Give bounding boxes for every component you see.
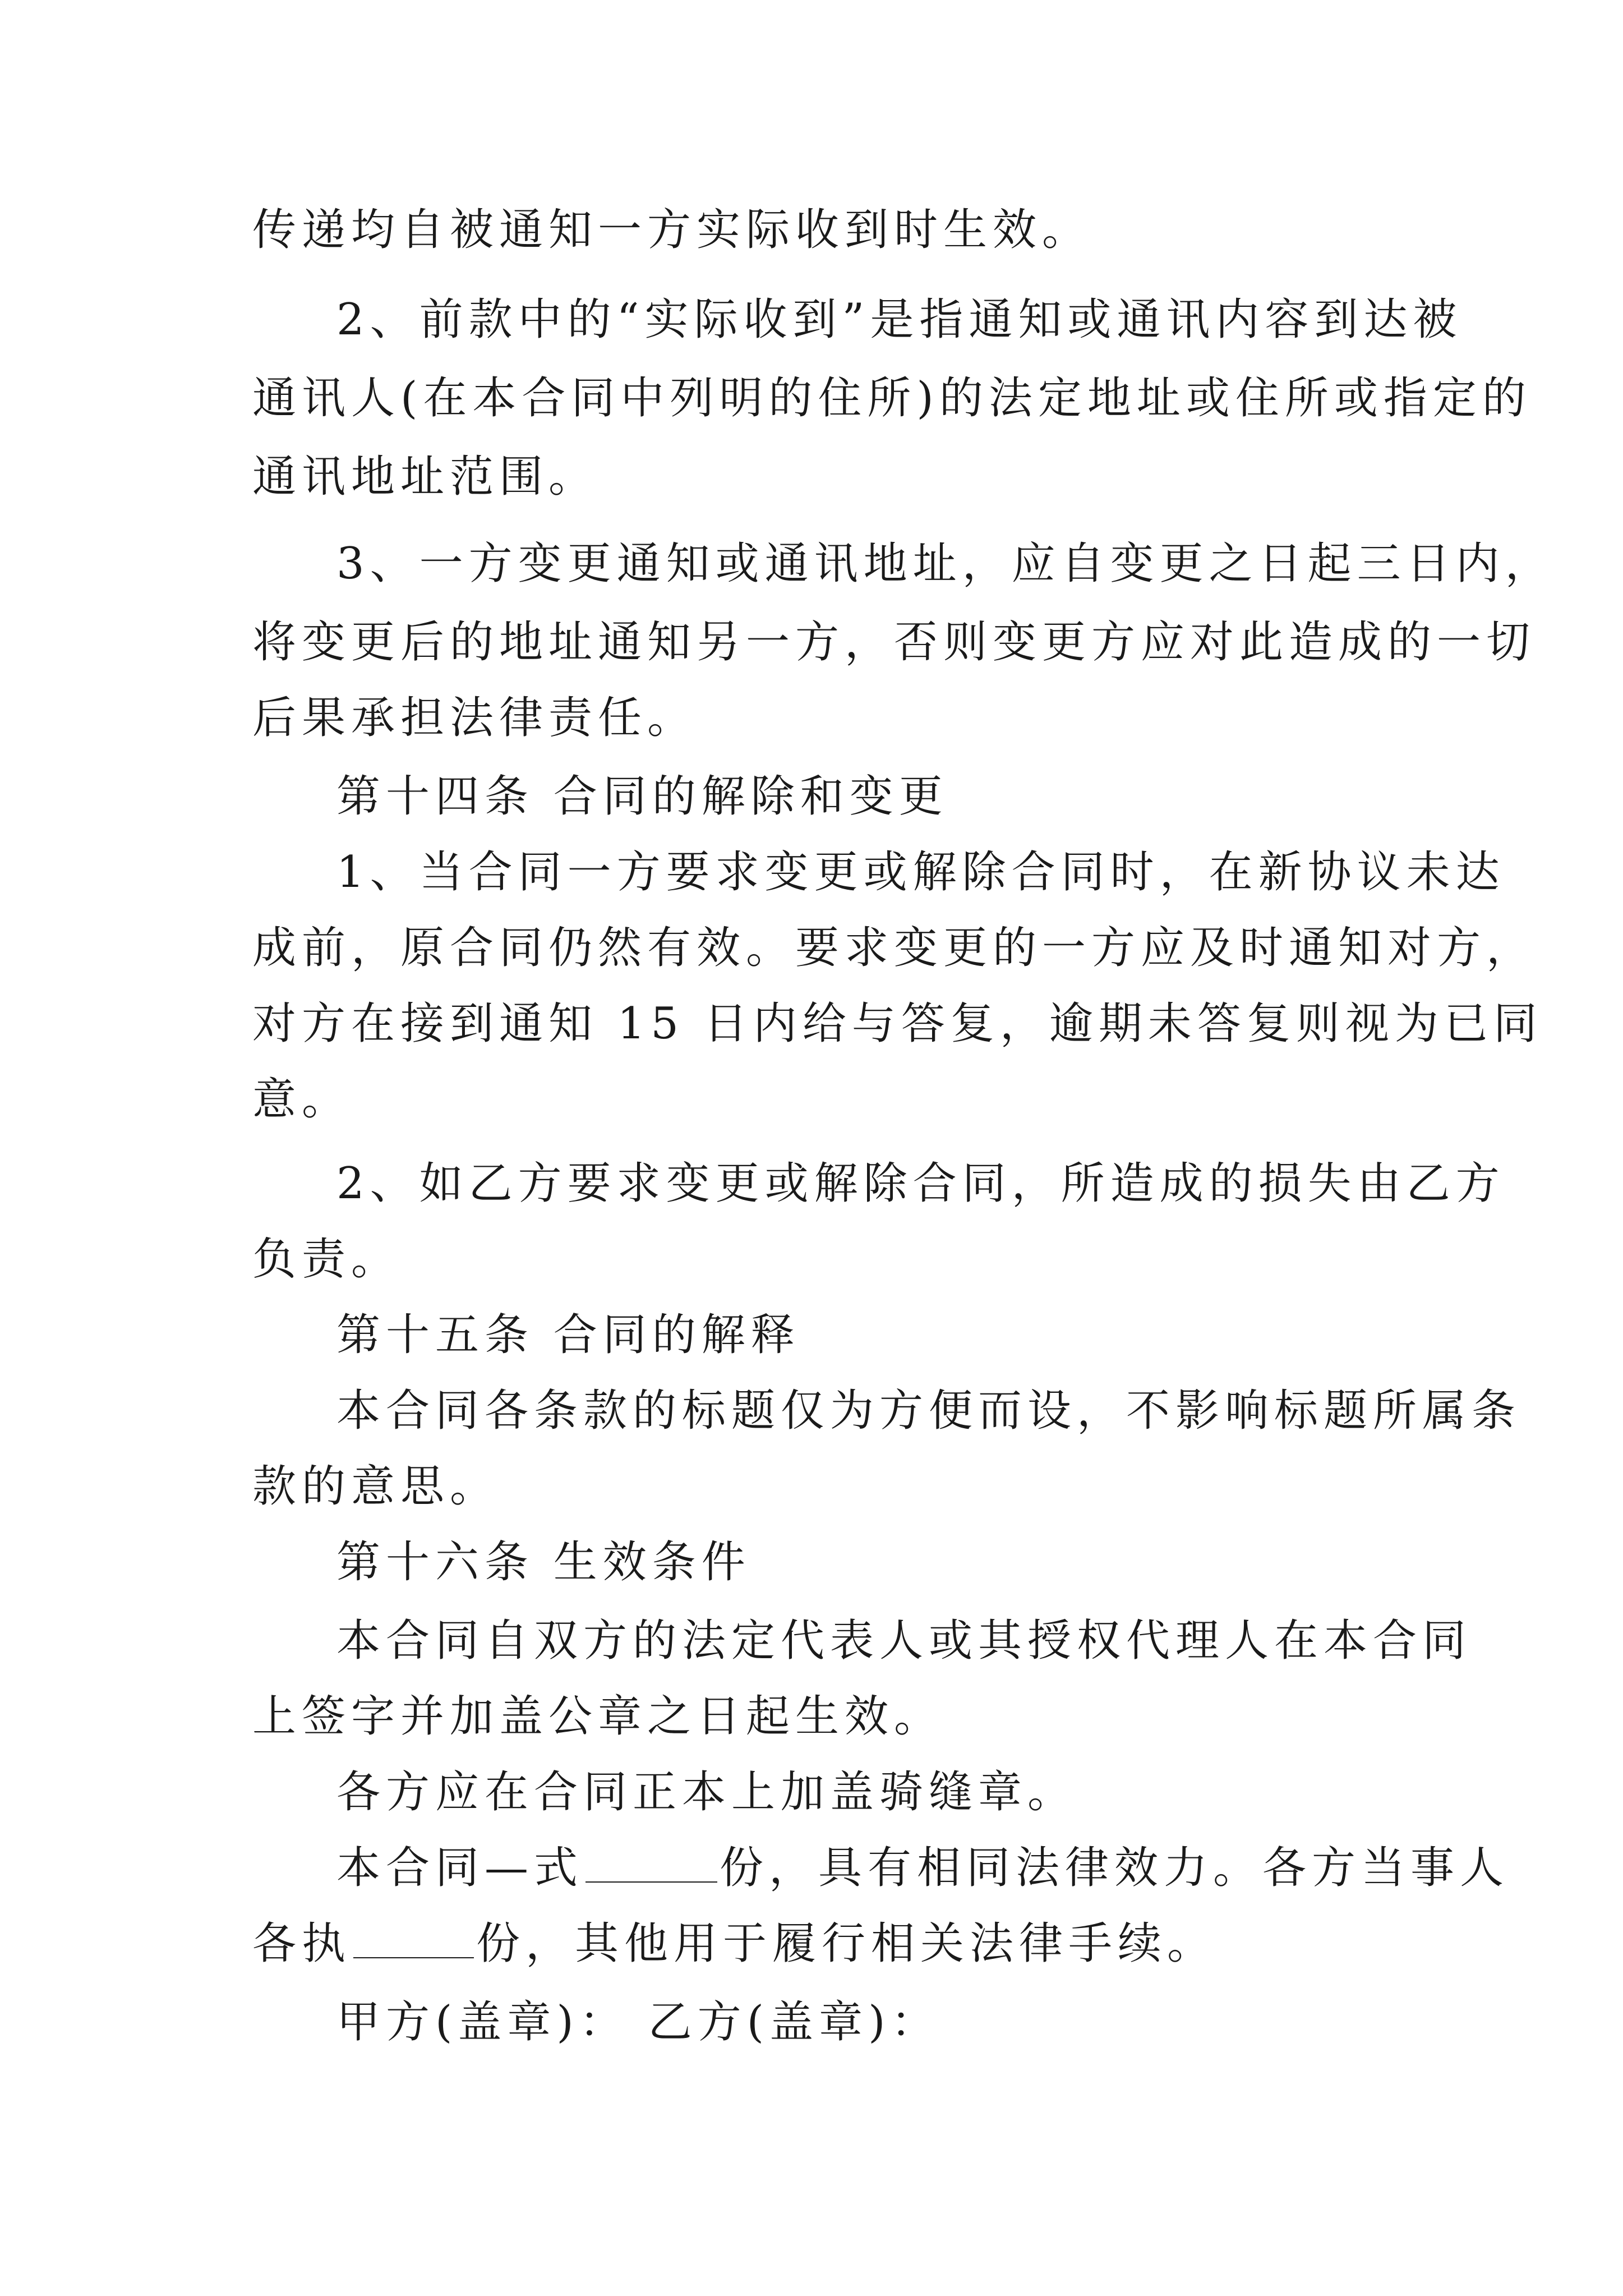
text-line: 各方应在合同正本上加盖骑缝章。 (336, 1767, 1077, 1818)
text-line: 通讯地址范围。 (252, 452, 598, 502)
text-line: 成前，原合同仍然有效。要求变更的一方应及时通知对方， (252, 923, 1536, 973)
text-line: 负责。 (252, 1234, 401, 1285)
copies-each-blank[interactable] (353, 1918, 474, 1958)
copies-line (336, 1840, 1510, 1896)
section-heading: 第十六条 生效条件 (336, 1537, 751, 1588)
copies-line (252, 1916, 1391, 1972)
text-line: 对方在接到通知 15 日内给与答复，逾期未答复则视为已同 (252, 999, 1543, 1049)
text-line: 本合同各条款的标题仅为方便而设，不影响标题所属条 (336, 1386, 1521, 1436)
section-heading: 第十五条 合同的解释 (336, 1310, 800, 1360)
text-line: 将变更后的地址通知另一方，否则变更方应对此造成的一切 (252, 617, 1536, 668)
section-heading: 第十四条 合同的解除和变更 (336, 771, 948, 822)
text-line: 3、一方变更通知或通讯地址，应自变更之日起三日内， (336, 539, 1555, 589)
copies-each-prefix: 各执 (252, 1918, 352, 1969)
text-line: 传递均自被通知一方实际收到时生效。 (252, 205, 1092, 255)
text-line: 本合同自双方的法定代表人或其授权代理人在本合同 (336, 1616, 1472, 1666)
text-line: 后果承担法律责任。 (252, 693, 697, 743)
text-line: 2、前款中的“实际收到”是指通知或通讯内容到达被 (336, 295, 1463, 345)
copies-each-suffix: 份，其他用于履行相关法律手续。 (476, 1918, 1217, 1969)
copies-text-suffix: 份，具有相同法律效力。各方当事人 (720, 1843, 1510, 1893)
copies-total-blank[interactable] (585, 1842, 717, 1883)
text-line: 意。 (252, 1074, 352, 1125)
signature-line: 甲方(盖章)： 乙方(盖章)： (336, 1997, 940, 2047)
text-line: 2、如乙方要求变更或解除合同，所造成的损失由乙方 (336, 1158, 1505, 1209)
text-line: 通讯人(在本合同中列明的住所)的法定地址或住所或指定的 (252, 373, 1532, 424)
text-line: 上签字并加盖公章之日起生效。 (252, 1691, 944, 1742)
text-line: 款的意思。 (252, 1461, 500, 1512)
copies-text-prefix: 本合同—式 (336, 1843, 584, 1893)
text-line: 1、当合同一方要求变更或解除合同时，在新协议未达 (336, 847, 1505, 898)
